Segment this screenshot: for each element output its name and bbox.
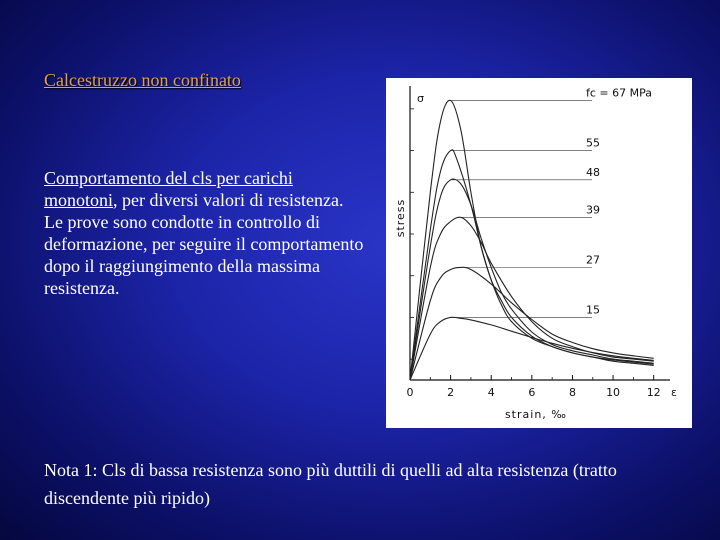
series-label: 48 <box>586 165 600 179</box>
footnote: Nota 1: Cls di bassa resistenza sono più duttili di quelli ad alta resistenza (tratto discendente più ripido) <box>44 460 617 508</box>
y-axis-title: stress <box>394 198 407 238</box>
x-tick-label: 6 <box>528 386 536 399</box>
series-line <box>410 317 654 380</box>
stress-strain-chart <box>386 78 692 428</box>
chart-series <box>410 100 654 380</box>
chart-series-labels <box>451 87 652 318</box>
x-tick-label: 12 <box>646 386 661 399</box>
x-tick-label: 2 <box>447 386 455 399</box>
x-axis-symbol: ε <box>671 386 677 399</box>
slide-title: Calcestruzzo non confinato <box>44 70 241 90</box>
chart-svg <box>386 78 692 428</box>
series-label: 27 <box>586 253 600 267</box>
description-rest: , per diversi valori di resistenza. Le prove sono condotte in controllo di deformazione, per seguire il comportamento dopo il raggiungimento della massima resistenza. <box>44 190 364 298</box>
x-tick-label: 4 <box>487 386 495 399</box>
slide-description <box>44 167 364 299</box>
series-label: fc = 67 MPa <box>586 86 652 100</box>
series-label: 55 <box>586 136 600 150</box>
series-line <box>410 179 654 380</box>
description-underlined: Comportamento del cls per carichi monotoni <box>44 168 293 210</box>
y-axis-symbol: σ <box>417 92 424 105</box>
x-axis-title: strain, ‰ <box>504 408 568 421</box>
series-label: 39 <box>586 203 600 217</box>
chart-axes <box>407 86 671 399</box>
series-line <box>410 267 654 380</box>
x-tick-label: 8 <box>568 386 576 399</box>
x-tick-label: 10 <box>606 386 621 399</box>
series-label: 15 <box>586 303 600 317</box>
x-tick-label: 0 <box>406 386 414 399</box>
series-line <box>410 217 654 380</box>
